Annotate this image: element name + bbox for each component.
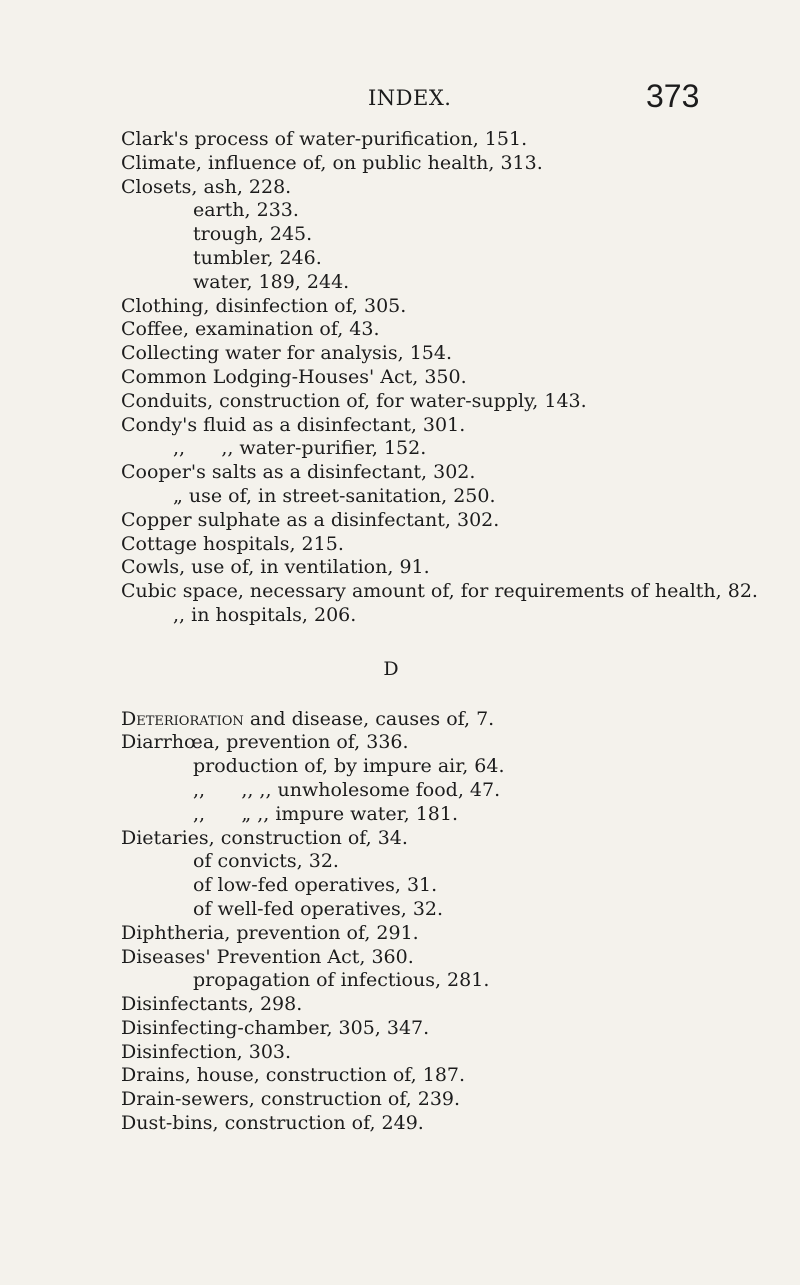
index-ditto-entry: ,, „ ,, impure water, 181. bbox=[193, 802, 459, 825]
page-number: 373 bbox=[646, 78, 700, 114]
index-entry-first bbox=[121, 708, 791, 732]
index-entry: Disinfectants, 298. bbox=[121, 993, 303, 1016]
index-entry: Disinfection, 303. bbox=[121, 1040, 292, 1063]
index-entry: Cubic space, necessary amount of, for requirements of health, 82. bbox=[121, 580, 758, 603]
index-entry: Disinfecting-chamber, 305, 347. bbox=[121, 1016, 430, 1039]
index-subentry: of well-fed operatives, 32. bbox=[193, 897, 444, 920]
index-ditto-entry: „ use of, in street-sanitation, 250. bbox=[173, 484, 496, 507]
running-title: INDEX. bbox=[368, 86, 452, 110]
index-entry: Drain-sewers, construction of, 239. bbox=[121, 1088, 461, 1111]
index-entry: Collecting water for analysis, 154. bbox=[121, 342, 453, 365]
section-letter-d: D bbox=[383, 657, 399, 680]
running-head bbox=[0, 78, 800, 118]
index-entry: Closets, ash, 228. bbox=[121, 175, 292, 198]
index-subentry: earth, 233. bbox=[193, 199, 299, 222]
index-subentry: production of, by impure air, 64. bbox=[193, 755, 505, 778]
index-entry: Cottage hospitals, 215. bbox=[121, 532, 344, 555]
index-subentry: of low-fed operatives, 31. bbox=[193, 874, 438, 897]
index-entry: Coffee, examination of, 43. bbox=[121, 318, 380, 341]
index-ditto-entry: ,, ,, ,, unwholesome food, 47. bbox=[193, 778, 501, 801]
index-entry: Climate, influence of, on public health, 313. bbox=[121, 151, 543, 174]
index-entry: Clothing, disinfection of, 305. bbox=[121, 294, 407, 317]
index-subentry: of convicts, 32. bbox=[193, 850, 339, 873]
index-subentry: propagation of infectious, 281. bbox=[193, 969, 490, 992]
index-entry: Condy's fluid as a disinfectant, 301. bbox=[121, 413, 466, 436]
index-block bbox=[121, 128, 791, 1136]
index-entry: Drains, house, construction of, 187. bbox=[121, 1064, 466, 1087]
index-entry: Copper sulphate as a disinfectant, 302. bbox=[121, 508, 500, 531]
index-entry: Conduits, construction of, for water-supply, 143. bbox=[121, 389, 587, 412]
index-entry: Cooper's salts as a disinfectant, 302. bbox=[121, 461, 476, 484]
index-ditto-entry: ,, ,, water-purifier, 152. bbox=[173, 437, 427, 460]
index-entry: Clark's process of water-purification, 151. bbox=[121, 128, 528, 150]
index-entry: Common Lodging-Houses' Act, 350. bbox=[121, 365, 467, 388]
index-first-rest: and disease, causes of, 7. bbox=[243, 707, 495, 730]
index-ditto-entry: ,, in hospitals, 206. bbox=[173, 603, 357, 626]
index-entry: Diarrhœa, prevention of, 336. bbox=[121, 731, 409, 754]
index-entry: Diseases' Prevention Act, 360. bbox=[121, 945, 414, 968]
index-entry: Cowls, use of, in ventilation, 91. bbox=[121, 556, 430, 579]
index-subentry: tumbler, 246. bbox=[193, 246, 322, 269]
index-entry: Dietaries, construction of, 34. bbox=[121, 826, 408, 849]
index-subentry: trough, 245. bbox=[193, 223, 313, 246]
index-first-word: Deterioration bbox=[121, 707, 244, 730]
index-subentry: water, 189, 244. bbox=[193, 270, 350, 293]
index-entry: Diphtheria, prevention of, 291. bbox=[121, 921, 419, 944]
index-entry: Dust-bins, construction of, 249. bbox=[121, 1112, 424, 1135]
